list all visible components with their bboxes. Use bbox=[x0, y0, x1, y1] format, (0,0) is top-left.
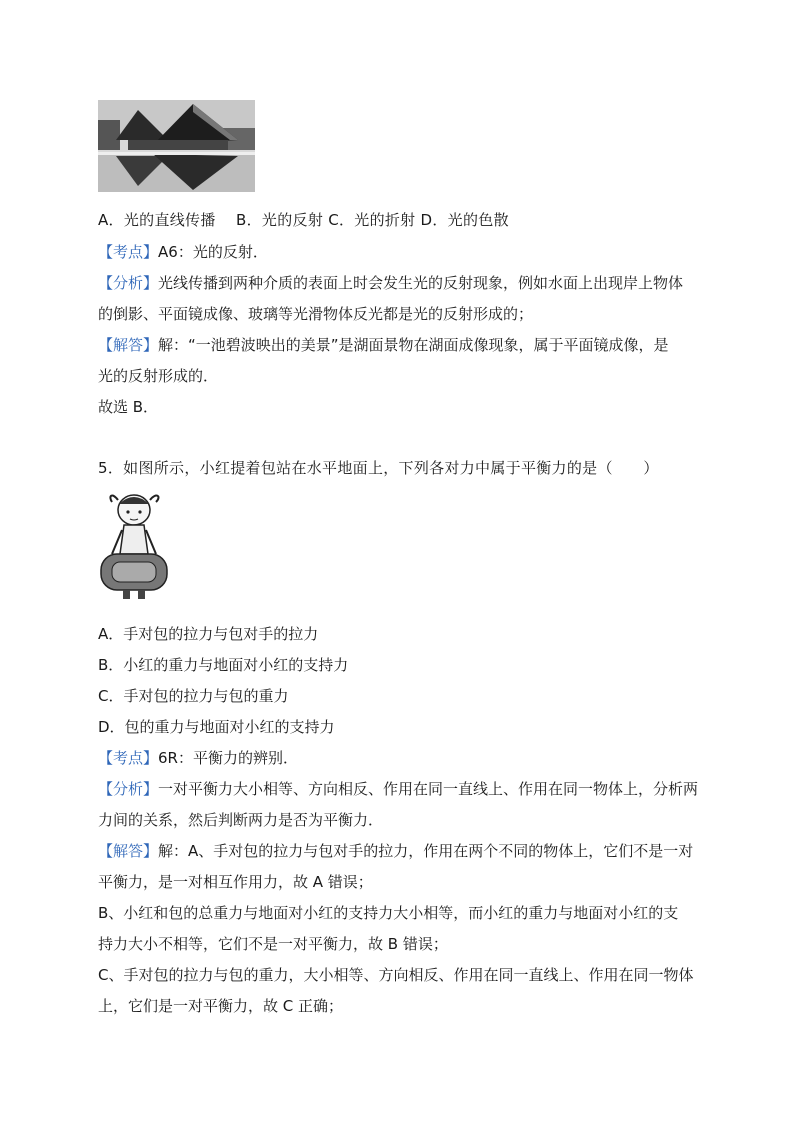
kaodian-text: A6：光的反射． bbox=[158, 243, 268, 261]
q5-fenxi-line2: 力间的关系，然后判断两力是否为平衡力． bbox=[98, 811, 384, 829]
kaodian-text: 6R：平衡力的辨别． bbox=[158, 749, 298, 767]
q4-options: A．光的直线传播 B．光的反射 C．光的折射 D．光的色散 bbox=[98, 211, 509, 229]
q5-jieda-line2: 平衡力，是一对相互作用力，故 A 错误； bbox=[98, 873, 373, 891]
jieda-tag: 【解答】 bbox=[98, 842, 159, 860]
q5-option-a: A．手对包的拉力与包对手的拉力 bbox=[98, 625, 319, 643]
q4-fenxi-line1 bbox=[98, 273, 710, 293]
q5-jieda-line5: C、手对包的拉力与包的重力，大小相等、方向相反、作用在同一直线上、作用在同一物体 bbox=[98, 966, 694, 984]
lake-reflection-image bbox=[98, 100, 255, 192]
fenxi-text: 光线传播到两种介质的表面上时会发生光的反射现象，例如水面上出现岸上物体 bbox=[158, 274, 684, 292]
q5-kaodian bbox=[98, 748, 710, 768]
jieda-tag: 【解答】 bbox=[98, 336, 159, 354]
q5-fenxi-line1 bbox=[98, 779, 710, 799]
jieda-text: 解：A、手对包的拉力与包对手的拉力，作用在两个不同的物体上，它们不是一对 bbox=[158, 842, 694, 860]
jieda-text: 解：“一池碧波映出的美景”是湖面景物在湖面成像现象，属于平面镜成像，是 bbox=[158, 336, 669, 354]
kaodian-tag: 【考点】 bbox=[98, 243, 159, 261]
q5-stem: 5．如图所示，小红提着包站在水平地面上，下列各对力中属于平衡力的是（ ） bbox=[98, 459, 659, 477]
q4-answer: 故选 B． bbox=[98, 398, 159, 416]
fenxi-tag: 【分析】 bbox=[98, 274, 159, 292]
q4-kaodian bbox=[98, 242, 710, 262]
q5-jieda-line3: B、小红和包的总重力与地面对小红的支持力大小相等，而小红的重力与地面对小红的支 bbox=[98, 904, 679, 922]
q5-jieda-line4: 持力大小不相等，它们不是一对平衡力，故 B 错误； bbox=[98, 935, 448, 953]
q5-option-c: C．手对包的拉力与包的重力 bbox=[98, 687, 289, 705]
q4-jieda-line1 bbox=[98, 335, 710, 355]
q5-jieda-line1 bbox=[98, 841, 710, 861]
fenxi-text: 一对平衡力大小相等、方向相反、作用在同一直线上、作用在同一物体上，分析两 bbox=[158, 780, 699, 798]
q4-jieda-line2: 光的反射形成的． bbox=[98, 367, 219, 385]
fenxi-tag: 【分析】 bbox=[98, 780, 159, 798]
girl-holding-bag-image bbox=[98, 488, 173, 603]
q4-fenxi-line2: 的倒影、平面镜成像、玻璃等光滑物体反光都是光的反射形成的； bbox=[98, 305, 534, 323]
q5-option-b: B．小红的重力与地面对小红的支持力 bbox=[98, 656, 349, 674]
q5-option-d: D．包的重力与地面对小红的支持力 bbox=[98, 718, 335, 736]
q5-jieda-line6: 上，它们是一对平衡力，故 C 正确； bbox=[98, 997, 344, 1015]
kaodian-tag: 【考点】 bbox=[98, 749, 159, 767]
